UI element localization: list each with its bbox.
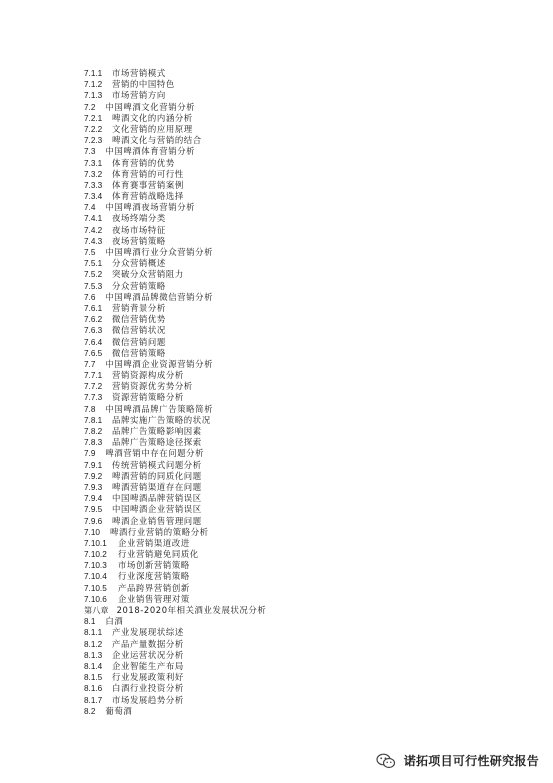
toc-entry xyxy=(84,560,484,571)
toc-entry xyxy=(84,482,484,493)
table-of-contents xyxy=(84,68,484,717)
toc-entry xyxy=(84,269,484,280)
toc-entry-number: 7.10 xyxy=(84,527,100,537)
toc-entry-title: 分众营销概述 xyxy=(112,258,166,269)
toc-entry xyxy=(84,258,484,269)
toc-entry-number: 7.7.3 xyxy=(84,393,103,403)
toc-entry-title: 市场创新营销策略 xyxy=(118,560,190,571)
toc-entry-title: 中国啤酒品牌营销误区 xyxy=(112,493,202,504)
toc-entry xyxy=(84,583,484,594)
toc-entry-number: 7.1.3 xyxy=(84,91,103,101)
toc-entry-title: 营销资源构成分析 xyxy=(112,370,184,381)
toc-entry-number: 7.10.2 xyxy=(84,550,107,560)
toc-entry-title: 市场营销模式 xyxy=(112,68,166,78)
toc-entry-number: 7.9.4 xyxy=(84,494,103,504)
toc-entry-title: 行业深度营销策略 xyxy=(118,571,190,582)
toc-entry xyxy=(84,213,484,224)
toc-entry xyxy=(84,359,484,370)
toc-entry-number: 7.6.2 xyxy=(84,315,103,325)
toc-entry-title: 啤酒营销中存在问题分析 xyxy=(105,448,205,459)
toc-entry xyxy=(84,236,484,247)
toc-entry xyxy=(84,247,484,258)
toc-entry xyxy=(84,448,484,459)
toc-entry-title: 中国啤酒企业资源营销分析 xyxy=(105,358,214,369)
toc-entry xyxy=(84,292,484,303)
toc-entry-number: 7.10.6 xyxy=(84,594,107,604)
toc-entry-number: 7.10.3 xyxy=(84,561,107,571)
toc-entry-number: 7.3.4 xyxy=(84,192,103,202)
toc-entry xyxy=(84,683,484,694)
toc-entry-title: 2018-2020年相关酒业发展状况分析 xyxy=(116,605,267,615)
toc-entry-title: 中国啤酒体育营销分析 xyxy=(105,146,196,157)
toc-entry xyxy=(84,113,484,124)
toc-entry-title: 白酒 xyxy=(105,616,124,627)
toc-entry-number: 第八章 xyxy=(84,606,109,615)
toc-entry xyxy=(84,337,484,348)
toc-entry xyxy=(84,303,484,314)
toc-entry-title: 微信营销状况 xyxy=(112,325,166,336)
toc-entry-number: 7.5 xyxy=(84,248,96,257)
toc-entry-number: 7.7 xyxy=(84,359,96,369)
toc-entry-title: 资源营销策略分析 xyxy=(112,392,184,403)
toc-entry-number: 7.3.1 xyxy=(84,158,103,168)
toc-entry xyxy=(84,504,484,515)
toc-entry xyxy=(84,348,484,359)
toc-entry-number: 7.4.1 xyxy=(84,214,103,224)
toc-entry-number: 7.9.1 xyxy=(84,460,103,470)
toc-entry-title: 突破分众营销阻力 xyxy=(112,269,184,280)
toc-entry xyxy=(84,426,484,437)
toc-entry-title: 微信营销问题 xyxy=(112,336,166,347)
toc-entry xyxy=(84,180,484,191)
toc-entry-number: 7.8.2 xyxy=(84,427,103,436)
wechat-icon xyxy=(376,753,396,769)
toc-entry-title: 市场发展趋势分析 xyxy=(112,694,184,705)
toc-entry xyxy=(84,616,484,627)
toc-entry-title: 品牌实施广告策略的状况 xyxy=(112,414,211,425)
toc-entry-title: 微信营销优势 xyxy=(112,314,166,325)
toc-entry xyxy=(84,169,484,180)
toc-entry-number: 7.9 xyxy=(84,449,96,459)
toc-entry xyxy=(84,135,484,146)
toc-entry xyxy=(84,605,484,616)
toc-entry-number: 8.1.3 xyxy=(84,650,103,660)
toc-entry xyxy=(84,191,484,202)
toc-entry xyxy=(84,706,484,717)
toc-entry-number: 7.4.3 xyxy=(84,236,103,246)
toc-entry-title: 中国啤酒文化营销分析 xyxy=(105,101,196,112)
toc-entry-number: 7.8.3 xyxy=(84,438,103,448)
toc-entry-number: 8.2 xyxy=(84,706,96,716)
toc-entry-title: 体育营销战略选择 xyxy=(112,191,184,202)
toc-entry-number: 7.2.3 xyxy=(84,136,103,146)
toc-entry-number: 7.1.1 xyxy=(84,69,103,78)
toc-entry-title: 啤酒行业营销的策略分析 xyxy=(109,526,209,537)
toc-entry-title: 啤酒企业销售管理问题 xyxy=(112,515,202,526)
toc-entry xyxy=(84,392,484,403)
toc-entry-title: 传统营销模式问题分析 xyxy=(112,459,202,470)
toc-entry-number: 7.3 xyxy=(84,147,96,157)
toc-entry-number: 7.10.1 xyxy=(84,538,107,548)
toc-entry-number: 7.7.1 xyxy=(84,371,103,381)
toc-entry-number: 7.8.1 xyxy=(84,415,103,425)
toc-entry xyxy=(84,90,484,101)
toc-entry-number: 7.10.5 xyxy=(84,583,107,593)
toc-entry-number: 7.9.5 xyxy=(84,505,103,515)
toc-entry xyxy=(84,314,484,325)
toc-entry xyxy=(84,650,484,661)
toc-entry-title: 葡萄酒 xyxy=(105,705,133,716)
toc-entry xyxy=(84,639,484,650)
toc-entry-number: 7.7.2 xyxy=(84,382,103,392)
toc-entry xyxy=(84,571,484,582)
toc-entry xyxy=(84,381,484,392)
toc-entry xyxy=(84,471,484,482)
toc-entry xyxy=(84,158,484,169)
toc-entry-number: 7.6.5 xyxy=(84,348,103,358)
toc-entry-number: 7.4.2 xyxy=(84,225,103,235)
toc-entry-number: 7.3.3 xyxy=(84,180,103,190)
toc-entry-title: 啤酒营销渠道存在问题 xyxy=(112,481,202,492)
toc-entry xyxy=(84,225,484,236)
toc-entry-number: 7.10.4 xyxy=(84,572,107,582)
toc-entry-title: 企业智能生产布局 xyxy=(112,660,184,671)
toc-entry-number: 7.2.2 xyxy=(84,124,103,134)
toc-entry-title: 营销的中国特色 xyxy=(112,79,175,90)
toc-entry-number: 8.1.7 xyxy=(84,695,103,705)
toc-entry-title: 企业销售管理对策 xyxy=(118,593,190,604)
toc-entry-number: 7.9.6 xyxy=(84,516,103,526)
toc-entry-title: 营销背景分析 xyxy=(112,302,166,313)
toc-entry-number: 7.9.3 xyxy=(84,482,103,492)
toc-entry-number: 7.2.1 xyxy=(84,113,103,123)
toc-entry-number: 8.1 xyxy=(84,617,96,627)
toc-entry-title: 行业发展政策利好 xyxy=(112,672,184,683)
toc-entry xyxy=(84,325,484,336)
toc-entry-number: 7.5.1 xyxy=(84,259,103,269)
toc-entry-title: 白酒行业投资分析 xyxy=(112,683,184,694)
toc-entry xyxy=(84,695,484,706)
toc-entry-title: 微信营销策略 xyxy=(112,347,166,358)
toc-entry-title: 产品产量数据分析 xyxy=(112,638,184,649)
toc-entry-title: 产业发展现状综述 xyxy=(112,627,184,638)
toc-entry-title: 夜场终端分类 xyxy=(112,213,166,224)
toc-entry xyxy=(84,549,484,560)
toc-entry-number: 7.2 xyxy=(84,102,96,112)
toc-entry-title: 夜场市场特征 xyxy=(112,224,166,235)
toc-entry-number: 8.1.6 xyxy=(84,684,103,694)
toc-entry-title: 品牌广告策略途径探索 xyxy=(112,437,202,448)
toc-entry xyxy=(84,460,484,471)
toc-entry-title: 中国啤酒品牌广告策略简析 xyxy=(105,403,214,414)
toc-entry xyxy=(84,79,484,90)
toc-entry-number: 7.5.2 xyxy=(84,270,103,280)
toc-entry-number: 7.6.3 xyxy=(84,326,103,336)
toc-entry-title: 文化营销的应用原理 xyxy=(112,123,193,134)
toc-entry xyxy=(84,672,484,683)
toc-entry xyxy=(84,281,484,292)
toc-entry-title: 啤酒营销的同质化问题 xyxy=(112,470,202,481)
toc-entry-number: 7.1.2 xyxy=(84,80,103,90)
toc-entry xyxy=(84,594,484,605)
toc-entry-number: 8.1.5 xyxy=(84,673,103,683)
toc-entry-title: 行业营销避免同质化 xyxy=(118,549,199,560)
toc-entry-title: 夜场营销策略 xyxy=(112,235,166,246)
toc-entry-number: 7.3.2 xyxy=(84,169,103,179)
toc-entry xyxy=(84,370,484,381)
toc-entry xyxy=(84,68,484,79)
toc-entry-number: 8.1.4 xyxy=(84,661,103,671)
toc-entry-title: 体育赛事营销案例 xyxy=(112,179,184,190)
toc-entry-title: 市场营销方向 xyxy=(112,90,166,101)
toc-entry-title: 企业运营状况分析 xyxy=(112,649,184,660)
toc-entry xyxy=(84,627,484,638)
toc-entry-title: 分众营销策略 xyxy=(112,280,166,291)
toc-entry xyxy=(84,146,484,157)
toc-entry-title: 体育营销的优势 xyxy=(112,157,175,168)
toc-entry-number: 7.6.1 xyxy=(84,303,103,313)
toc-entry-title: 中国啤酒夜场营销分析 xyxy=(105,202,196,213)
toc-entry xyxy=(84,437,484,448)
toc-entry xyxy=(84,661,484,672)
toc-entry-number: 7.9.2 xyxy=(84,471,103,481)
toc-entry-title: 啤酒文化的内涵分析 xyxy=(112,112,193,123)
toc-entry-number: 7.5.3 xyxy=(84,281,103,291)
watermark-text: 诺拓项目可行性研究报告 xyxy=(403,754,539,768)
watermark xyxy=(376,752,539,769)
toc-entry-number: 7.8 xyxy=(84,404,96,414)
toc-entry xyxy=(84,202,484,213)
toc-entry xyxy=(84,102,484,113)
toc-entry xyxy=(84,404,484,415)
toc-entry xyxy=(84,527,484,538)
toc-entry xyxy=(84,516,484,527)
toc-entry-title: 啤酒文化与营销的结合 xyxy=(112,135,202,146)
toc-entry xyxy=(84,538,484,549)
toc-entry-number: 7.6.4 xyxy=(84,337,103,347)
toc-entry-title: 企业营销渠道改进 xyxy=(118,537,190,548)
toc-entry xyxy=(84,415,484,426)
toc-entry xyxy=(84,124,484,135)
toc-entry-number: 7.6 xyxy=(84,292,96,302)
toc-entry-title: 中国啤酒品牌微信营销分析 xyxy=(105,291,214,302)
toc-entry-title: 品牌广告策略影响因素 xyxy=(112,426,202,436)
toc-entry-title: 产品跨界营销创新 xyxy=(118,582,190,593)
toc-entry-number: 7.4 xyxy=(84,203,96,213)
toc-entry-title: 中国啤酒企业营销误区 xyxy=(112,504,202,515)
toc-entry-number: 8.1.2 xyxy=(84,639,103,649)
toc-entry-title: 营销资源优劣势分析 xyxy=(112,381,193,392)
toc-entry-title: 中国啤酒行业分众营销分析 xyxy=(105,247,214,257)
toc-entry-number: 8.1.1 xyxy=(84,628,103,638)
toc-entry xyxy=(84,493,484,504)
toc-entry-title: 体育营销的可行性 xyxy=(112,168,184,179)
